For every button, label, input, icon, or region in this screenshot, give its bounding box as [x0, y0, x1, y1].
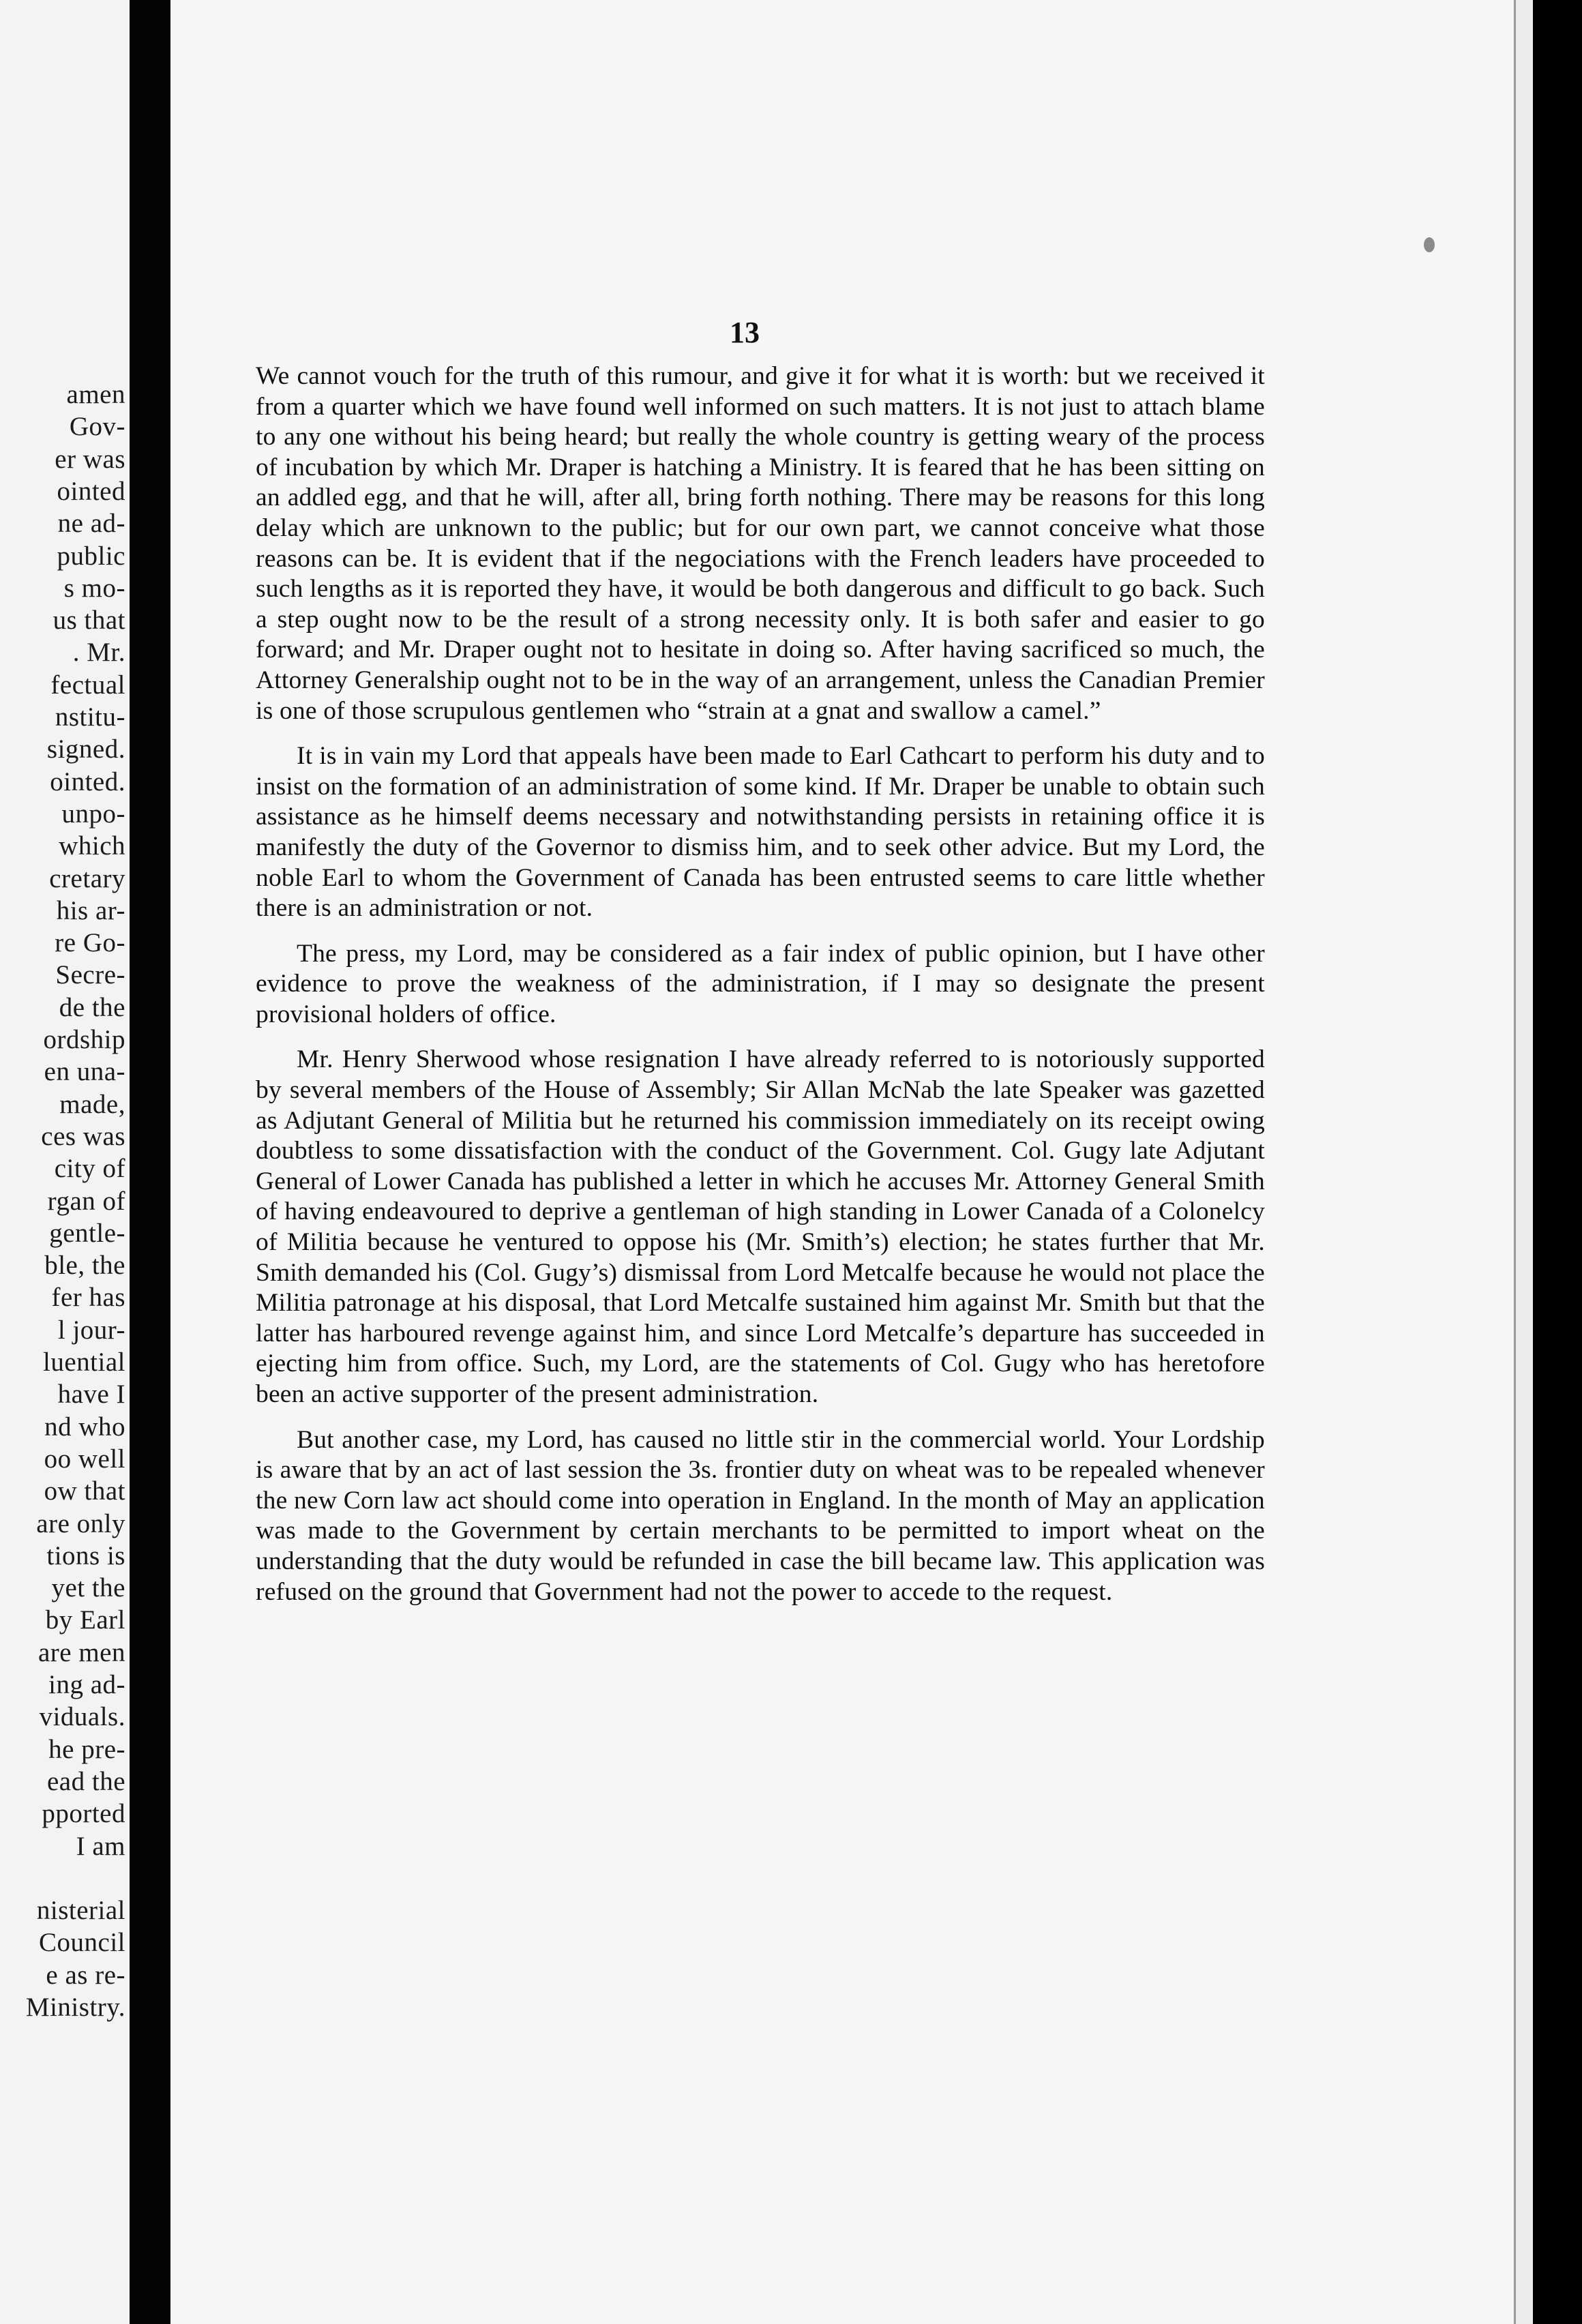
- facing-page-line: nstitu-: [55, 702, 125, 732]
- binding-gutter: [130, 0, 170, 2324]
- facing-page-line: unpo-: [61, 799, 125, 829]
- facing-page-line: e as re-: [46, 1960, 125, 1990]
- facing-page-line: by Earl: [45, 1605, 125, 1635]
- facing-page-line: fer has: [51, 1283, 125, 1313]
- facing-page-line: signed.: [46, 734, 125, 764]
- facing-page-line: pported: [42, 1799, 125, 1829]
- facing-page-line: amen: [66, 380, 125, 409]
- facing-page-line: public: [57, 541, 125, 571]
- facing-page-line: ordship: [43, 1025, 125, 1054]
- facing-page-line: Council: [39, 1928, 125, 1958]
- facing-page-line: are only: [36, 1508, 125, 1538]
- facing-page-line: his ar-: [56, 895, 125, 925]
- facing-page-line: ces was: [41, 1121, 125, 1151]
- facing-page-line: have I: [57, 1380, 125, 1410]
- paragraph-henry-sherwood: Mr. Henry Sherwood whose resignation I have already referred to is notoriously supported by several members of the House of Assembly; Sir Allan McNab the late Speaker was gazetted as Adjutant General of Militia but he returned his commission immediately on its receipt owing doubtless to some dissatisfaction with the conduct of the Government. Col. Gugy late Adjutant General of Lower Canada has published a letter in which he accuses Mr. Attorney General Smith of having endeavoured to deprive a gentleman of high standing in Lower Canada of a Colonelcy of Militia because he ventured to oppose his (Mr. Smith’s) election; he states further that Mr. Smith demanded his (Col. Gugy’s) dismissal from Lord Metcalfe because he would not place the Militia patronage at his disposal, that Lord Metcalfe sustained him against Mr. Smith but that the latter has harboured revenge against him, and since Lord Metcalfe’s departure has succeeded in ejecting him from office. Such, my Lord, are the statements of Col. Gugy who has heretofore been an active supporter of the present administration.: [256, 1045, 1265, 1408]
- paragraph-quoted-rumour: We cannot vouch for the truth of this rumour, and give it for what it is worth: but we received it from a quarter which we have found well informed on such matters. It is not just to attach blame to any one without his being heard; but really the whole country is getting weary of the process of incubation by which Mr. Draper is hatching a Ministry. It is feared that he has been sitting on an addled egg, and that he will, after all, bring forth nothing. There may be reasons for this long delay which are unknown to the public; but for our own part, we cannot conceive what those reasons can be. It is evident that if the negociations with the French leaders have proceeded to such lengths as it is reported they have, it would be both dangerous and difficult to go back. Such a step ought now to be the result of a strong necessity only. It is both safer and easier to go forward; and Mr. Draper ought not to hesitate in doing so. After having sacrificed so much, the Attorney Generalship ought not to be in the way of an arrangement, unless the Canadian Premier is one of those scrupulous gentlemen who “strain at a gnat and swallow a camel.”: [256, 362, 1265, 725]
- paragraph-commercial-world: But another case, my Lord, has caused no little stir in the commercial world. Your Lordship is aware that by an act of last session the 3s. frontier duty on wheat was to be repealed whenever the new Corn law act should come into operation in England. In the month of May an application was made to the Government by certain merchants to be permitted to import wheat on the understanding that the duty would be refunded in case the bill became law. This application was refused on the ground that Government had not the power to accede to the request.: [256, 1425, 1265, 1606]
- facing-page-line: tions is: [46, 1540, 125, 1570]
- facing-page-line: he pre-: [48, 1734, 125, 1764]
- facing-page-line: I am: [76, 1831, 125, 1861]
- facing-page-line: yet the: [51, 1573, 125, 1603]
- paragraph-press-opinion: The press, my Lord, may be considered as a fair index of public opinion, but I have other evidence to prove the weakness of the administration, if I may so designate the present provisional holders of office.: [256, 939, 1265, 1028]
- facing-page-line: which: [59, 831, 125, 861]
- scan-border: [1533, 0, 1582, 2324]
- facing-page-line: viduals.: [39, 1702, 125, 1732]
- facing-page-line: oo well: [44, 1444, 125, 1474]
- facing-page-line: l jour-: [57, 1315, 125, 1345]
- page-number: 13: [730, 316, 760, 349]
- facing-page-line: nisterial: [36, 1896, 125, 1926]
- facing-page-line: Secre-: [55, 960, 125, 990]
- paper-speck: [1424, 237, 1435, 252]
- facing-page-line: us that: [53, 606, 125, 636]
- facing-page-line: er was: [55, 444, 125, 474]
- facing-page-line: ead the: [46, 1766, 125, 1796]
- facing-page-line: ointed.: [50, 766, 125, 796]
- facing-page-line: ointed: [57, 476, 125, 506]
- page-edge: [1514, 0, 1535, 2324]
- facing-page-line: city of: [54, 1154, 125, 1184]
- facing-page-line: s mo-: [63, 573, 125, 603]
- facing-page-line: ing ad-: [48, 1670, 125, 1699]
- facing-page-line: fectual: [50, 670, 125, 700]
- facing-page-line: ne ad-: [57, 509, 125, 539]
- page-body-text: [256, 361, 1265, 1607]
- facing-page-line: cretary: [49, 863, 125, 893]
- facing-page-line: . Mr.: [72, 638, 125, 668]
- facing-page-line: de the: [59, 992, 125, 1022]
- facing-page-line: ble, the: [44, 1251, 125, 1281]
- facing-page-line: nd who: [44, 1412, 125, 1442]
- facing-page-line: Gov-: [69, 412, 125, 442]
- paragraph-earl-cathcart: It is in vain my Lord that appeals have been made to Earl Cathcart to perform his duty and to insist on the formation of an administration of some kind. If Mr. Draper be unable to obtain such assistance as he himself deems necessary and notwithstanding persists in retaining office it is manifestly the duty of the Governor to dismiss him, and to seek other advice. But my Lord, the noble Earl to whom the Government of Canada has been entrusted seems to care little whether there is an administration or not.: [256, 742, 1265, 923]
- facing-page-line: Ministry.: [25, 1993, 125, 2022]
- facing-page-line: made,: [59, 1089, 125, 1119]
- facing-page-line: luential: [43, 1347, 125, 1377]
- facing-page-line: gentle-: [49, 1218, 125, 1248]
- facing-page-line: en una-: [44, 1057, 125, 1087]
- facing-page-line: ow that: [44, 1476, 125, 1506]
- facing-page-line: rgan of: [47, 1186, 125, 1216]
- facing-page-line: re Go-: [55, 928, 125, 958]
- facing-page-line: are men: [38, 1637, 125, 1667]
- facing-page-fragment: [0, 0, 130, 2324]
